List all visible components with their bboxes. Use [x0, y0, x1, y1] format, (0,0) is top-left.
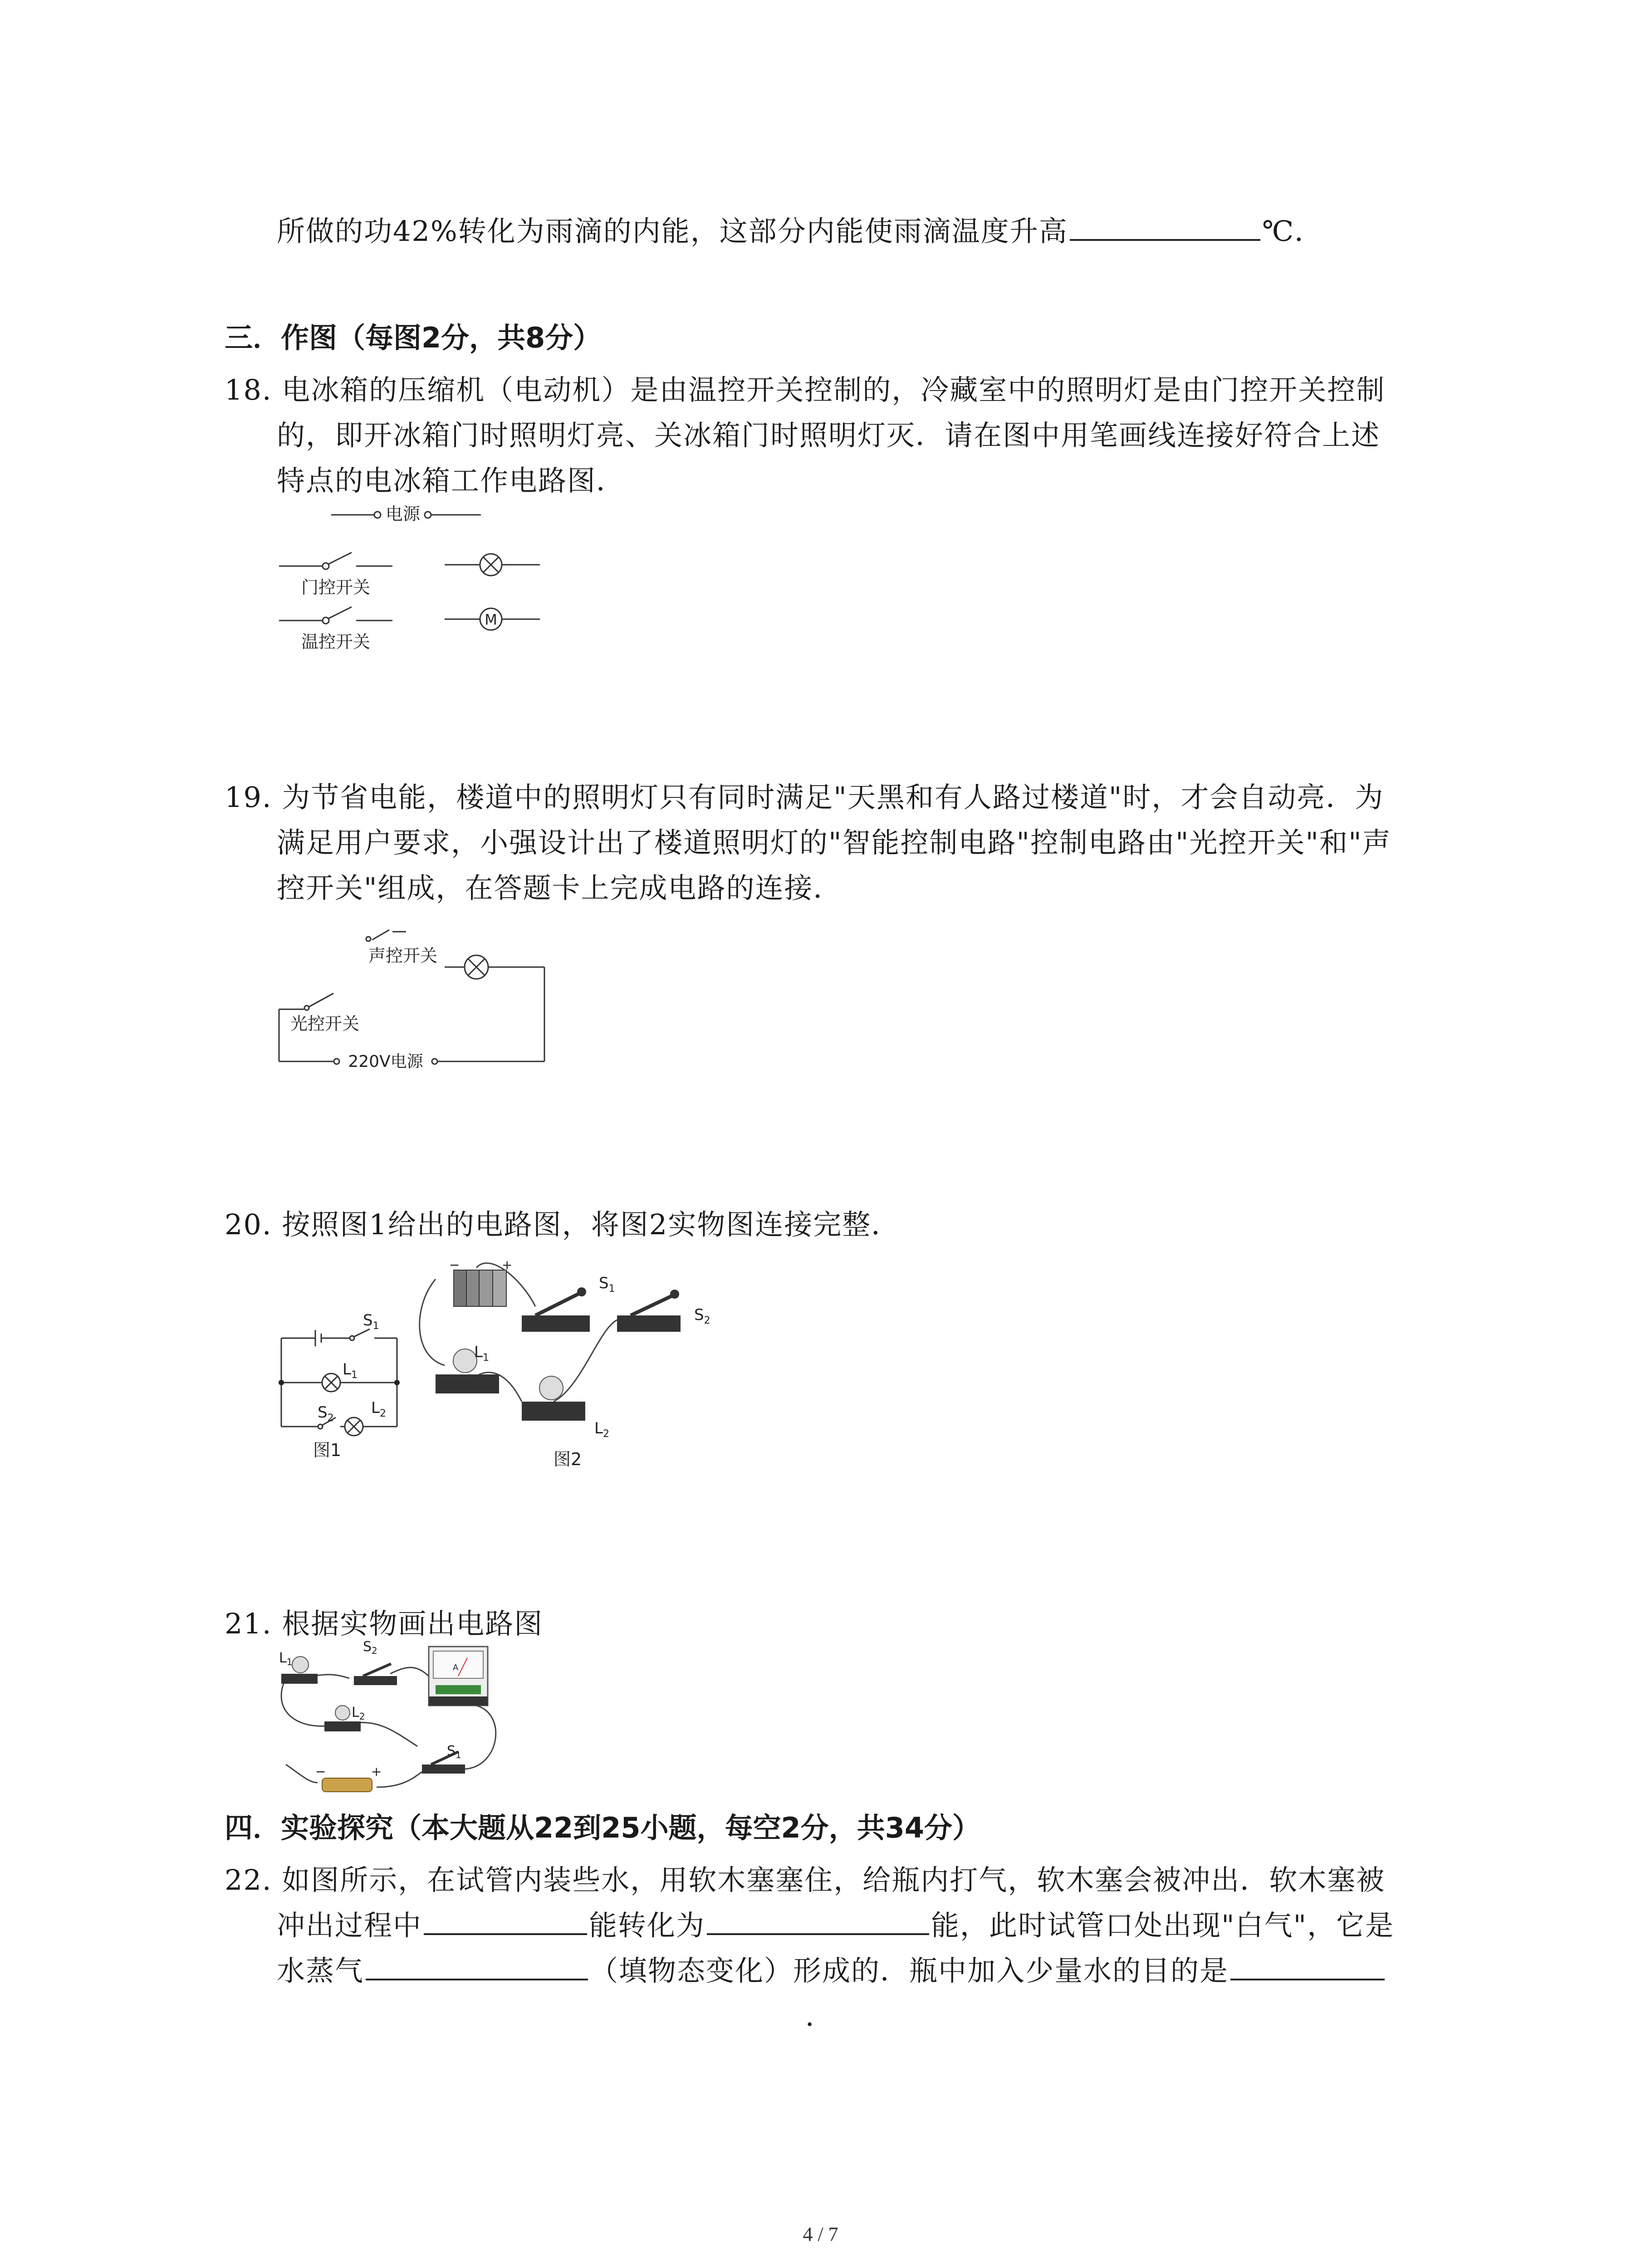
l2-label: L: [352, 1705, 359, 1721]
l2-label: L: [371, 1399, 380, 1417]
svg-text:L2: $L_2$: [594, 1419, 609, 1440]
power-label: 电源: [385, 504, 421, 524]
q22-line-2: 冲出过程中 能转化为 能，此时试管口处出现"白气"，它是: [277, 1909, 1395, 1942]
battery-minus: −: [449, 1257, 460, 1272]
s1-label: S: [447, 1743, 456, 1759]
power-label: 220V电源: [348, 1052, 423, 1070]
battery-minus: −: [315, 1764, 326, 1779]
fig2-caption: 图2: [554, 1449, 582, 1469]
ammeter-symbol: A: [453, 1663, 459, 1672]
answer-blank[interactable]: [424, 1908, 587, 1935]
answer-blank[interactable]: [366, 1953, 588, 1980]
q18-line-2: 的，即开冰箱门时照明灯亮、关冰箱门时照明灯灭．请在图中用笔画线连接好符合上述: [277, 419, 1381, 452]
motor-symbol: M: [485, 611, 497, 628]
q18-circuit-figure: [272, 499, 599, 662]
svg-text:L2: $L_2$: [352, 1705, 365, 1722]
q21-line: 21. 根据实物画出电路图: [225, 1607, 544, 1640]
temp-switch-label: 温控开关: [301, 632, 371, 652]
text-line: 所做的功42%转化为雨滴的内能，这部分内能使雨滴温度升高 ℃．: [277, 215, 1324, 248]
q18-line-1: 18. 电冰箱的压缩机（电动机）是由温控开关控制的，冷藏室中的照明灯是由门控开关控制: [225, 373, 1386, 406]
battery-plus: +: [502, 1257, 513, 1272]
svg-text:S1: $S_1$: [599, 1274, 615, 1295]
q22-line-1: 22. 如图所示，在试管内装些水，用软木塞塞住，给瓶内打气，软木塞会被冲出．软木塞被: [225, 1863, 1386, 1897]
fig1-caption: 图1: [313, 1440, 342, 1460]
battery-plus: +: [371, 1764, 382, 1779]
s1-label: S: [363, 1311, 373, 1330]
q20-figure-2: [417, 1252, 771, 1488]
light-switch-label: 光控开关: [290, 1014, 360, 1034]
section-heading: 四．实验探究（本大题从22到25小题，每空2分，共34分）: [225, 1811, 980, 1844]
svg-text:L1: $L_1$: [279, 1650, 293, 1667]
l1-label: L: [343, 1360, 351, 1378]
s1-label: S: [599, 1274, 609, 1292]
l2-label: L: [594, 1419, 603, 1437]
q19-circuit-figure: [272, 921, 554, 1070]
answer-blank[interactable]: [1070, 214, 1260, 241]
svg-text:S2: $S_2$: [694, 1306, 710, 1326]
svg-text:S2: $S_2$: [318, 1403, 334, 1424]
q19-line-2: 满足用户要求，小强设计出了楼道照明灯的"智能控制电路"控制电路由"光控开关"和"声: [277, 826, 1391, 859]
svg-text:L1: $L_1$: [474, 1343, 489, 1364]
q21-figure: [272, 1637, 526, 1801]
sound-switch-label: 声控开关: [368, 946, 438, 966]
s2-label: S: [318, 1403, 328, 1422]
q19-line-1: 19. 为节省电能，楼道中的照明灯只有同时满足"天黑和有人路过楼道"时，才会自动亮．为: [225, 781, 1384, 814]
section-heading: 三．作图（每图2分，共8分）: [225, 321, 602, 354]
q19-line-3: 控开关"组成，在答题卡上完成电路的连接．: [277, 871, 843, 904]
q18-line-3: 特点的电冰箱工作电路图．: [277, 464, 626, 497]
svg-text:S2: $S_2$: [363, 1639, 377, 1656]
svg-text:S1: $S_1$: [363, 1311, 379, 1332]
svg-text:S1: $S_1$: [447, 1743, 461, 1760]
l1-label: L: [474, 1343, 483, 1361]
svg-text:L2: $L_2$: [371, 1399, 386, 1419]
s2-label: S: [694, 1306, 704, 1324]
answer-blank[interactable]: [1230, 1953, 1385, 1980]
svg-text:L1: $L_1$: [343, 1360, 358, 1381]
q22-line-4: ．: [805, 1999, 835, 2033]
l1-label: L: [279, 1650, 287, 1666]
answer-blank[interactable]: [707, 1908, 929, 1935]
q22-line-3: 水蒸气 （填物态变化）形成的．瓶中加入少量水的目的是: [277, 1953, 1386, 1989]
s2-label: S: [363, 1639, 372, 1655]
q20-figure-1: [272, 1306, 408, 1470]
q20-line: 20. 按照图1给出的电路图，将图2实物图连接完整．: [225, 1208, 901, 1241]
page-number: 4 / 7: [803, 2223, 838, 2245]
door-switch-label: 门控开关: [301, 577, 371, 597]
